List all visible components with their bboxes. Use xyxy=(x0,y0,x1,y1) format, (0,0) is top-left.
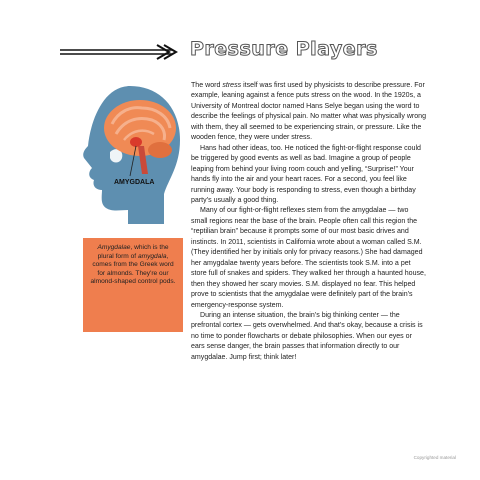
callout-box: Amygdalae, which is the plural form of amygdala, comes from the Greek word for almonds. They're our almond-shaped control pods. xyxy=(83,238,183,332)
article-body xyxy=(191,81,426,363)
paragraph-2: Hans had other ideas, too. He noticed the fight-or-flight response could be triggered by good events as well as bad. Imagine a group of people leaping from behind your living room couch and yelling, “Surprise!” Your hands fly into the air and your heart races. For a second, you feel like running away. Your body is responding to stress, even though a birthday party’s usually a good thing. xyxy=(191,144,421,204)
head-brain-illustration xyxy=(72,84,182,230)
paragraph-1: The word stress itself was first used by physicists to describe pressure. For example, leaning against a fence puts stress on the wood. In the 1920s, a University of Montreal doctor named Hans Selye began using the word to describe the feelings of physical pain. No matter what was physically wrong with them, they all seemed to be experiencing strain, or pressure. Like the wooden fence, they were under stress. xyxy=(191,82,427,142)
callout-term: Amygdalae xyxy=(97,244,131,251)
callout-term-singular: amygdala xyxy=(137,252,167,260)
amygdala-label: AMYGDALA xyxy=(114,179,155,186)
amygdala-shape xyxy=(130,137,142,147)
paragraph-4: During an intense situation, the brain’s big thinking center — the prefrontal cortex — gets overwhelmed. And that’s okay, because a crisis is no time to ponder flowcharts or debate philosophies. When our eyes or ears sense danger, the brain passes that information directly to our amygdalae. Jump first; think later! xyxy=(191,311,423,361)
paragraph-3: Many of our fight-or-flight reflexes stem from the amygdalae — two small regions near the base of the brain. People often call this region the “reptilian brain” because it prompts some of our most basic drives and instincts. In 2011, scientists in California wrote about a woman called S.M. (They identified her by initials only for privacy reasons.) She had damaged her amygdalae twenty years before. The scientists took S.M. into a pet store full of snakes and spiders. They walked her through a haunted house, then they showed her scary movies. S.M. displayed no fear. This helped prove to scientists that the amygdalae were definitely part of the brain’s emergency-response system. xyxy=(191,207,426,309)
arrow-icon xyxy=(60,44,180,60)
copyright-watermark: Copyrighted material xyxy=(413,455,456,460)
page-title: Pressure Players xyxy=(190,38,378,60)
